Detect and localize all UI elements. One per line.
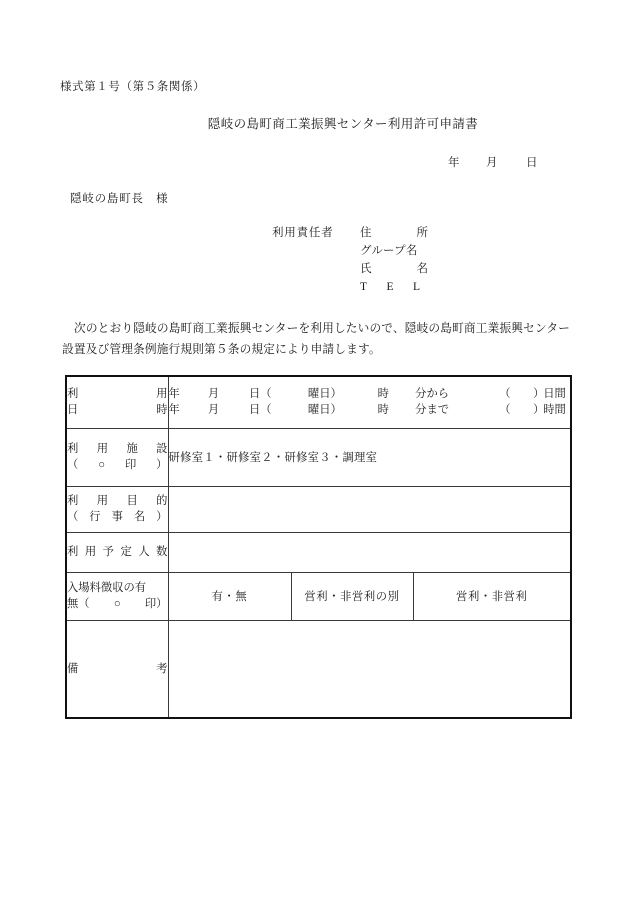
start-weekday: 曜日） <box>307 388 342 401</box>
field-purpose[interactable] <box>168 486 571 532</box>
table-row-purpose <box>66 486 571 532</box>
table-row-facility <box>66 428 571 486</box>
duration-days-unit: 日間 <box>543 388 566 401</box>
label-datetime-char-2: 時 <box>156 404 168 417</box>
address-char-1: 住 <box>360 227 372 239</box>
address-char-2: 所 <box>416 227 428 239</box>
remarks-char-1: 備 <box>67 662 79 675</box>
label-facility <box>66 428 168 486</box>
start-month: 月 <box>207 388 220 401</box>
end-day: 日（ <box>248 404 272 417</box>
label-profit-type: 営利・非営利の別 <box>291 572 413 620</box>
applicant-row-group <box>272 242 428 260</box>
event-close-paren: ） <box>156 511 168 523</box>
admission-mark-close: 印） <box>144 598 168 610</box>
remarks-char-2: 考 <box>156 662 168 675</box>
end-minute: 分まで <box>415 404 450 417</box>
attendance-char-6: 数 <box>156 546 168 558</box>
label-datetime-char-1: 日 <box>67 404 79 417</box>
applicant-label-name <box>360 260 428 278</box>
event-char-2: 事 <box>111 511 123 523</box>
attendance-char-2: 用 <box>84 546 97 558</box>
label-usage-line2 <box>67 402 168 418</box>
addressee: 隠岐の島町長 様 <box>70 193 169 205</box>
applicant-row-tel <box>272 278 428 296</box>
table-row-datetime <box>66 376 571 428</box>
label-admission-line2 <box>67 596 168 612</box>
field-profit-choice[interactable]: 営利・非営利 <box>413 572 571 620</box>
applicant-row-name <box>272 260 428 278</box>
circle-mark-open-paren: （ <box>67 459 79 471</box>
attendance-char-3: 予 <box>102 546 114 558</box>
attendance-char-1: 利 <box>67 546 79 558</box>
label-facility-line1 <box>67 441 168 457</box>
label-expected-attendance <box>66 532 168 572</box>
label-remarks-line <box>67 661 168 677</box>
field-admission-choice[interactable]: 有・無 <box>168 572 291 620</box>
start-hour: 時 <box>377 388 389 401</box>
field-expected-attendance[interactable] <box>168 532 571 572</box>
duration-days-paren: （ ） <box>499 388 545 401</box>
label-usage-datetime <box>66 376 168 428</box>
document-title: 隠岐の島町商工業振興センター利用許可申請書 <box>207 117 479 131</box>
end-month: 月 <box>207 404 220 417</box>
applicant-label-group: グループ名 <box>360 245 418 257</box>
tel-char-2: E <box>386 281 394 293</box>
name-char-1: 氏 <box>360 263 372 275</box>
start-minute: 分から <box>415 388 450 401</box>
label-purpose-line1 <box>67 493 168 509</box>
admission-none-open: 無（ <box>67 598 90 610</box>
event-char-3: 名 <box>133 511 146 523</box>
circle-mark-close-paren: ） <box>156 459 168 471</box>
body-paragraph: 次のとおり隠岐の島町商工業振興センターを利用したいので、隠岐の島町商工業振興センター設置及び管理条例施行規則第５条の規定により申請します。 <box>62 322 571 356</box>
applicant-title: 利用責任者 <box>272 227 334 239</box>
circle-mark-label: 印 <box>124 459 137 471</box>
label-purpose <box>66 486 168 532</box>
facility-char-3: 施 <box>126 443 138 455</box>
end-hour: 時 <box>377 404 389 417</box>
facility-char-1: 利 <box>67 443 79 455</box>
label-usage-line1 <box>67 386 168 402</box>
label-admission-fee <box>66 572 168 620</box>
name-char-2: 名 <box>416 263 428 275</box>
label-remarks <box>66 620 168 718</box>
facility-char-2: 用 <box>96 443 109 455</box>
field-usage-datetime[interactable] <box>168 376 571 428</box>
table-row-remarks <box>66 620 571 718</box>
application-form-table <box>65 375 572 719</box>
label-purpose-line2 <box>67 509 168 525</box>
start-day: 日（ <box>248 388 272 401</box>
tel-char-3: L <box>412 281 420 293</box>
label-admission-line1: 入場料徴収の有 <box>67 582 147 594</box>
datetime-end-line <box>169 402 571 418</box>
duration-hours-unit: 時間 <box>543 404 566 417</box>
end-weekday: 曜日） <box>307 404 342 417</box>
tel-char-1: T <box>360 281 368 293</box>
date-day: 日 <box>526 157 538 169</box>
table-row-attendance <box>66 532 571 572</box>
purpose-char-2: 用 <box>96 495 109 507</box>
table-row-admission-fee <box>66 572 571 620</box>
label-usage-char-2: 用 <box>156 388 168 401</box>
circle-icon: ○ <box>98 459 106 471</box>
applicant-label-address <box>360 224 428 242</box>
event-char-1: 行 <box>89 511 101 523</box>
label-attendance-line <box>67 544 168 560</box>
field-facility-options[interactable]: 研修室１・研修室２・研修室３・調理室 <box>168 428 571 486</box>
date-month: 月 <box>486 157 498 169</box>
purpose-char-1: 利 <box>67 495 79 507</box>
start-year: 年 <box>168 388 180 401</box>
purpose-char-3: 目 <box>126 495 138 507</box>
event-open-paren: （ <box>67 511 79 523</box>
label-usage-char-1: 利 <box>67 388 79 401</box>
duration-hours-paren: （ ） <box>499 404 545 417</box>
applicant-label-tel <box>360 278 420 296</box>
attendance-char-5: 人 <box>138 546 150 558</box>
applicant-row-address <box>272 224 428 242</box>
purpose-char-4: 的 <box>156 495 168 507</box>
facility-char-4: 設 <box>156 443 168 455</box>
applicant-block <box>272 224 428 296</box>
form-number: 様式第１号（第５条関係） <box>60 81 206 93</box>
date-line <box>448 154 538 170</box>
attendance-char-4: 定 <box>120 546 132 558</box>
date-year: 年 <box>448 157 460 169</box>
label-facility-line2 <box>67 457 168 473</box>
datetime-start-line <box>169 386 571 402</box>
admission-circle-icon: ○ <box>113 598 121 610</box>
end-year: 年 <box>168 404 180 417</box>
field-remarks[interactable] <box>168 620 571 718</box>
